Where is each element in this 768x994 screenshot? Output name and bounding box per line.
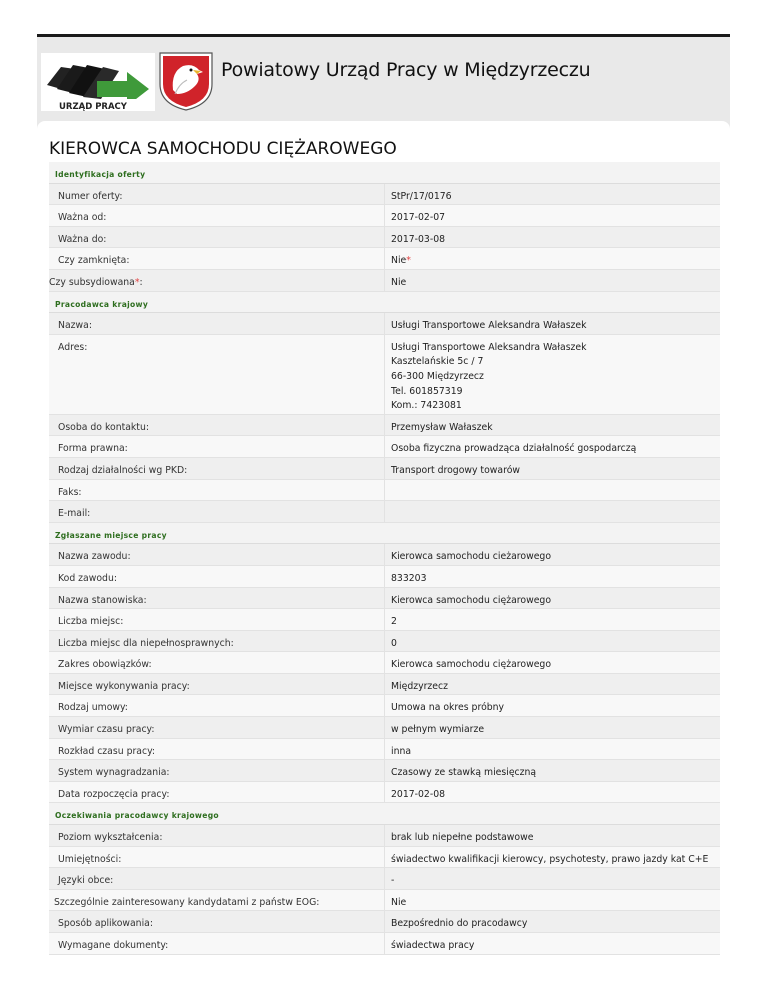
section-heading: Pracodawca krajowy xyxy=(49,291,720,313)
table-row xyxy=(49,457,720,479)
required-star: * xyxy=(134,276,140,288)
offer-panel xyxy=(37,121,730,951)
row-label: Języki obce: xyxy=(58,875,114,887)
section-identyfikacja xyxy=(49,162,720,183)
row-label: Szczególnie zainteresowany kandydatami z państw EOG: xyxy=(54,896,320,908)
site-header xyxy=(37,37,730,121)
row-label: Ważna od: xyxy=(58,212,107,224)
table-row xyxy=(49,609,720,631)
row-label: Rozkład czasu pracy: xyxy=(58,745,156,757)
table-row xyxy=(49,587,720,609)
row-value: Kierowca samochodu ciężarowego xyxy=(385,587,721,609)
row-label: System wynagradzania: xyxy=(58,767,170,779)
row-label: Kod zawodu: xyxy=(58,572,117,584)
row-label: Liczba miejsc: xyxy=(58,616,124,628)
row-label: Czy zamknięta: xyxy=(58,255,130,267)
row-value: Kierowca samochodu ciężarowego xyxy=(385,652,721,674)
address-line: 66-300 Międzyrzecz xyxy=(391,370,484,382)
table-row xyxy=(49,414,720,436)
table-row xyxy=(49,652,720,674)
row-label: Rodzaj działalności wg PKD: xyxy=(58,464,188,476)
table-row xyxy=(49,205,720,227)
row-label: Miejsce wykonywania pracy: xyxy=(58,680,190,692)
row-value: Bezpośrednio do pracodawcy xyxy=(385,911,721,933)
row-value: 2017-03-08 xyxy=(385,226,721,248)
row-value: - xyxy=(385,868,721,890)
row-label: Faks: xyxy=(58,486,82,498)
row-value: 2017-02-07 xyxy=(385,205,721,227)
page-title: KIEROWCA SAMOCHODU CIĘŻAROWEGO xyxy=(49,139,397,159)
table-row xyxy=(49,933,720,955)
row-label: Wymiar czasu pracy: xyxy=(58,724,155,736)
table-row xyxy=(49,781,720,803)
page-frame xyxy=(37,34,730,951)
row-value: Czasowy ze stawką miesięczną xyxy=(385,760,721,782)
table-row xyxy=(49,738,720,760)
row-label: Sposób aplikowania: xyxy=(58,918,153,930)
logo-text: URZĄD PRACY xyxy=(59,102,127,111)
label-colon: : xyxy=(139,276,143,288)
row-value: 0 xyxy=(385,630,721,652)
row-value: Kierowca samochodu cieżarowego xyxy=(385,544,721,566)
row-value xyxy=(385,501,721,523)
urzad-pracy-logo[interactable] xyxy=(41,53,155,111)
table-row xyxy=(49,565,720,587)
row-label: Forma prawna: xyxy=(58,443,128,455)
section-oczekiwania xyxy=(49,803,720,825)
row-value: Umowa na okres próbny xyxy=(385,695,721,717)
table-row xyxy=(49,889,720,911)
row-value: 833203 xyxy=(385,565,721,587)
row-label: Ważna do: xyxy=(58,233,107,245)
address-line: Usługi Transportowe Aleksandra Wałaszek xyxy=(391,341,587,353)
table-row xyxy=(49,269,720,291)
row-value xyxy=(385,479,721,501)
row-value: Nie xyxy=(385,269,721,291)
row-value: Przemysław Wałaszek xyxy=(385,414,721,436)
row-label: Czy subsydiowana xyxy=(49,276,135,288)
table-row xyxy=(49,436,720,458)
table-row xyxy=(49,717,720,739)
table-row xyxy=(49,544,720,566)
row-label: Zakres obowiązków: xyxy=(58,659,152,671)
row-label: Data rozpoczęcia pracy: xyxy=(58,788,170,800)
table-row xyxy=(49,479,720,501)
address-line: Kom.: 7423081 xyxy=(391,400,462,412)
table-row xyxy=(49,313,720,335)
row-value: Osoba fizyczna prowadząca działalność gospodarczą xyxy=(385,436,721,458)
row-value: świadectwa pracy xyxy=(385,933,721,955)
section-heading: Oczekiwania pracodawcy krajowego xyxy=(49,803,720,825)
table-row xyxy=(49,695,720,717)
row-label: Osoba do kontaktu: xyxy=(58,421,149,433)
table-row xyxy=(49,673,720,695)
row-value: w pełnym wymiarze xyxy=(385,717,721,739)
row-label: Umiejętności: xyxy=(58,853,122,865)
table-row xyxy=(49,911,720,933)
table-row xyxy=(49,226,720,248)
row-value: brak lub niepełne podstawowe xyxy=(385,825,721,847)
table-row xyxy=(49,825,720,847)
row-value: inna xyxy=(385,738,721,760)
row-label: Nazwa zawodu: xyxy=(58,551,131,563)
table-row xyxy=(49,846,720,868)
row-value: StPr/17/0176 xyxy=(385,183,721,205)
table-row xyxy=(49,183,720,205)
row-label: Poziom wykształcenia: xyxy=(58,832,163,844)
row-value: Nie xyxy=(385,889,721,911)
row-label: Wymagane dokumenty: xyxy=(58,940,169,951)
row-value: Transport drogowy towarów xyxy=(385,457,721,479)
row-label: Adres: xyxy=(58,341,88,353)
section-pracodawca xyxy=(49,291,720,313)
address-value xyxy=(385,334,721,414)
row-value: Nie xyxy=(391,255,407,267)
row-label: Nazwa: xyxy=(58,320,92,332)
address-line: Tel. 601857319 xyxy=(391,385,463,397)
row-label: Liczba miejsc dla niepełnosprawnych: xyxy=(58,637,234,649)
row-value: Międzyrzecz xyxy=(385,673,721,695)
row-value: 2 xyxy=(385,609,721,631)
row-label: Rodzaj umowy: xyxy=(58,702,128,714)
section-heading: Identyfikacja oferty xyxy=(49,162,720,183)
offer-table xyxy=(49,162,720,955)
required-star: * xyxy=(406,255,411,267)
table-row xyxy=(49,501,720,523)
table-row xyxy=(49,334,720,414)
table-row xyxy=(49,868,720,890)
address-line: Kasztelańskie 5c / 7 xyxy=(391,356,484,368)
row-label: Nazwa stanowiska: xyxy=(58,594,147,606)
row-value: świadectwo kwalifikacji kierowcy, psychotesty, prawo jazdy kat C+E xyxy=(385,846,721,868)
site-title: Powiatowy Urząd Pracy w Międzyrzeczu xyxy=(221,59,591,81)
section-miejsce-pracy xyxy=(49,522,720,544)
coat-of-arms-icon xyxy=(157,50,215,112)
table-row xyxy=(49,248,720,270)
table-row xyxy=(49,760,720,782)
section-heading: Zgłaszane miejsce pracy xyxy=(49,522,720,544)
row-label: E-mail: xyxy=(58,508,91,520)
table-row xyxy=(49,630,720,652)
row-value: Usługi Transportowe Aleksandra Wałaszek xyxy=(385,313,721,335)
row-value: 2017-02-08 xyxy=(385,781,721,803)
row-label: Numer oferty: xyxy=(58,190,123,202)
